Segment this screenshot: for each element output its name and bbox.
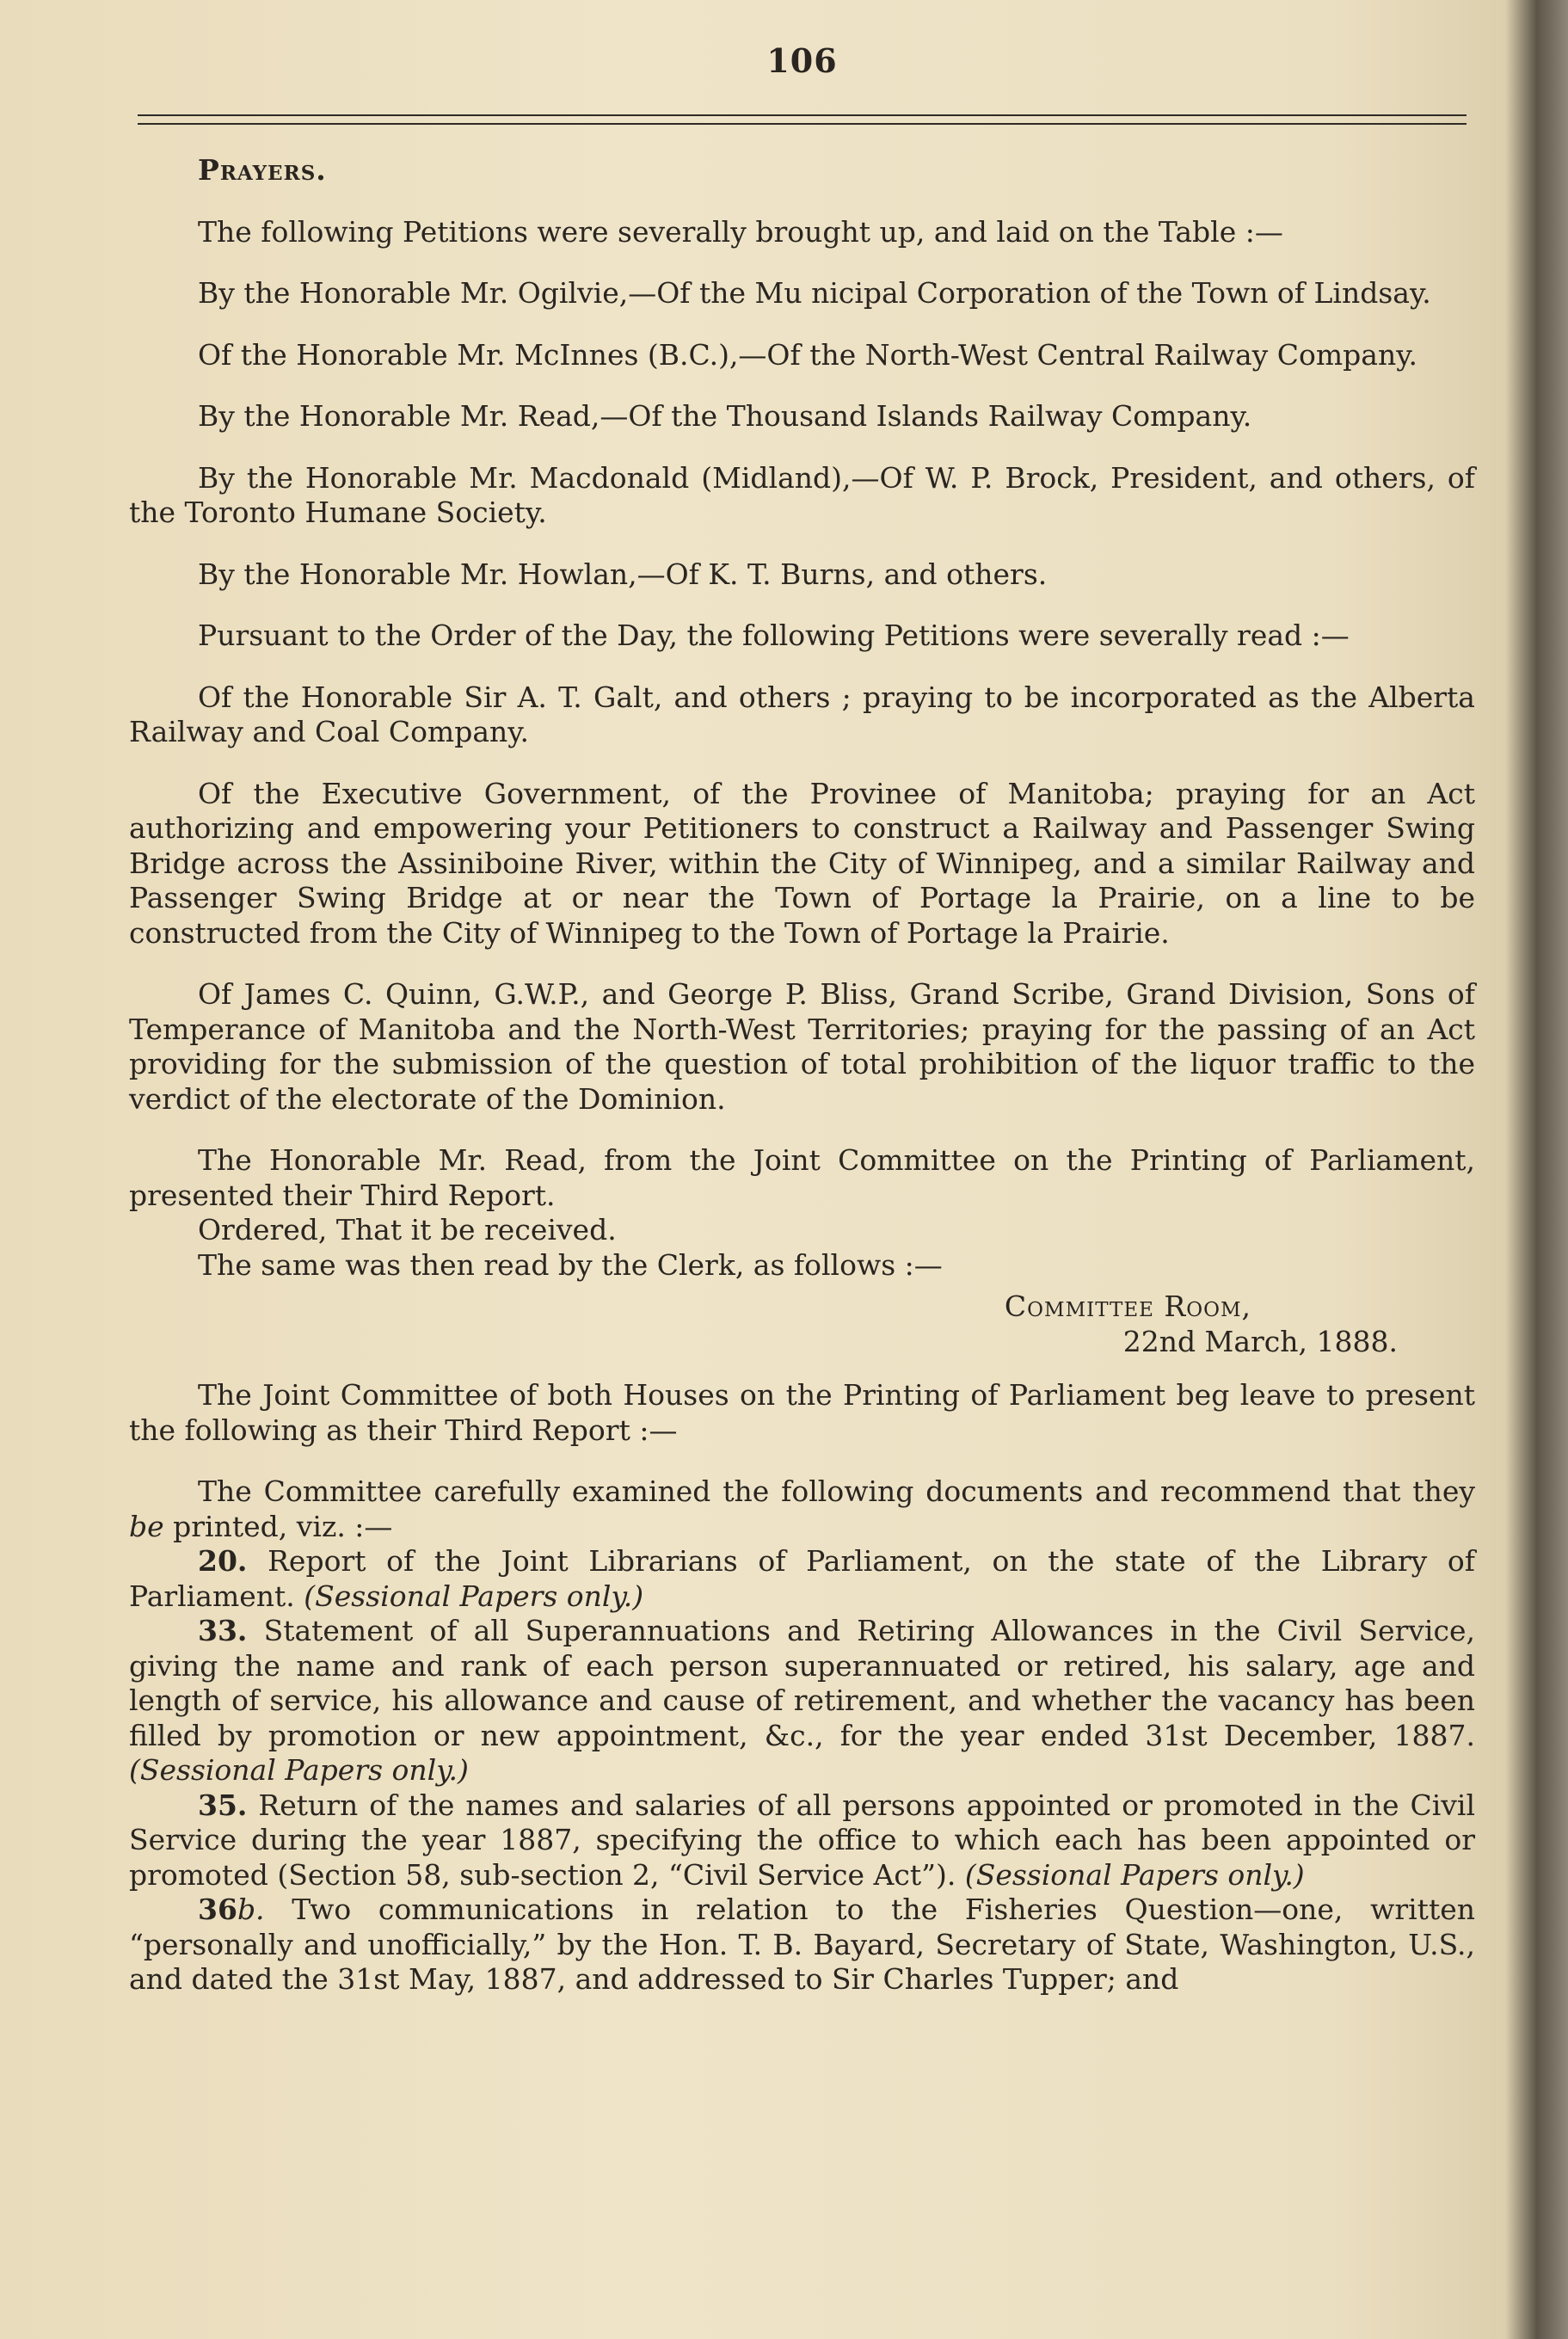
item-number-suffix: b. [237, 1893, 265, 1926]
item-text: Two communications in relation to the Fisheries Question—one, written “personally and unofficially,” by the Hon. T. B. Bayard, Secretary of State, Washington, U.S., and dated the 31st May, 1887, and addressed to Sir Charles Tupper; and [129, 1893, 1475, 1996]
item-number: 33. [198, 1614, 248, 1647]
paragraph-ordered: Ordered, That it be received. [198, 1213, 617, 1246]
header-rule [138, 114, 1467, 125]
paragraph-third-report-intro: The Joint Committee of both Houses on the Printing of Parliament beg leave to present the following as their Third Report :— [129, 1378, 1475, 1447]
paragraph-committee-report: The Honorable Mr. Read, from the Joint Committee on the Printing of Parliament, presented their Third Report. [129, 1143, 1475, 1212]
paragraph-petition-ogilvie: By the Honorable Mr. Ogilvie,—Of the Mu nicipal Corporation of the Town of Lindsay. [198, 276, 1431, 310]
item-text: Report of the Joint Librarians of Parliament, on the state of the Library of Parliament. [129, 1544, 1475, 1613]
document-item-20 [129, 1544, 1475, 1614]
paragraph-petition-galt: Of the Honorable Sir A. T. Galt, and others ; praying to be incorporated as the Alberta Railway and Coal Company. [129, 680, 1475, 748]
committee-room-label: Committee Room, [1004, 1290, 1251, 1323]
paragraph-petition-macdonald: By the Honorable Mr. Macdonald (Midland),—Of W. P. Brock, President, and others, of the Toronto Humane Society. [129, 460, 1475, 529]
item-number: 36 [198, 1893, 237, 1926]
paragraph-petitions-brought-up: The following Petitions were severally brought up, and laid on the Table :— [198, 214, 1283, 249]
paragraph-petition-mcinnes: Of the Honorable Mr. McInnes (B.C.),—Of the North-West Central Railway Company. [198, 337, 1417, 372]
item-note: (Sessional Papers only.) [129, 1753, 469, 1787]
paragraph-read-by-clerk: The same was then read by the Clerk, as follows :— [198, 1247, 943, 1282]
page-number: 106 [766, 41, 838, 80]
examined-text-c: printed, viz. :— [163, 1509, 393, 1543]
report-date: 22nd March, 1888. [1122, 1324, 1398, 1358]
body-text [129, 153, 1475, 1997]
paragraph-petition-howlan: By the Honorable Mr. Howlan,—Of K. T. Burns, and others. [198, 557, 1048, 591]
document-item-35 [129, 1788, 1475, 1893]
item-number: 20. [198, 1544, 248, 1578]
page-content [129, 0, 1475, 2339]
item-number: 35. [198, 1788, 248, 1822]
section-heading-prayers: Prayers. [198, 153, 327, 187]
paragraph-order-of-the-day: Pursuant to the Order of the Day, the following Petitions were severally read :— [198, 619, 1350, 652]
examined-text-a: The Committee carefully examined the following documents and recommend that they [198, 1474, 1475, 1508]
item-note: (Sessional Papers only.) [964, 1857, 1305, 1892]
examined-text-be: be [129, 1509, 164, 1543]
paragraph-petition-read: By the Honorable Mr. Read,—Of the Thousand Islands Railway Company. [198, 399, 1252, 433]
paragraph-petition-quinn: Of James C. Quinn, G.W.P., and George P. Bliss, Grand Scribe, Grand Division, Sons of Temperance of Manitoba and the North-West Territories; praying for the passing of an Act providing for the submission of the question of total prohibition of the liquor traffic to the verdict of the electorate of the Dominion. [129, 977, 1475, 1116]
document-item-36b [129, 1893, 1475, 1997]
paragraph-petition-manitoba: Of the Executive Government, of the Provinee of Manitoba; praying for an Act authorizing and empowering your Petitioners to construct a Railway and Passenger Swing Bridge across the Assiniboine River, within the City of Winnipeg, and a similar Railway and Passenger Swing Bridge at or near the Town of Portage la Prairie, on a line to be constructed from the City of Winnipeg to the Town of Portage la Prairie. [129, 776, 1475, 950]
item-text: Return of the names and salaries of all persons appointed or promoted in the Civil Service during the year 1887, specifying the office to which each has been appointed or promoted (Section 58, sub-section 2, “Civil Service Act”). [129, 1788, 1475, 1892]
paragraph-committee-examined [129, 1474, 1475, 1544]
item-text: Statement of all Superannuations and Retiring Allowances in the Civil Service, giving the name and rank of each person superannuated or retired, his salary, age and length of service, his allowance and cause of retirement, and whether the vacancy has been filled by promotion or new appointment, &c., for the year ended 31st December, 1887. [129, 1614, 1475, 1752]
document-item-33 [129, 1614, 1475, 1788]
item-note: (Sessional Papers only.) [304, 1579, 644, 1613]
